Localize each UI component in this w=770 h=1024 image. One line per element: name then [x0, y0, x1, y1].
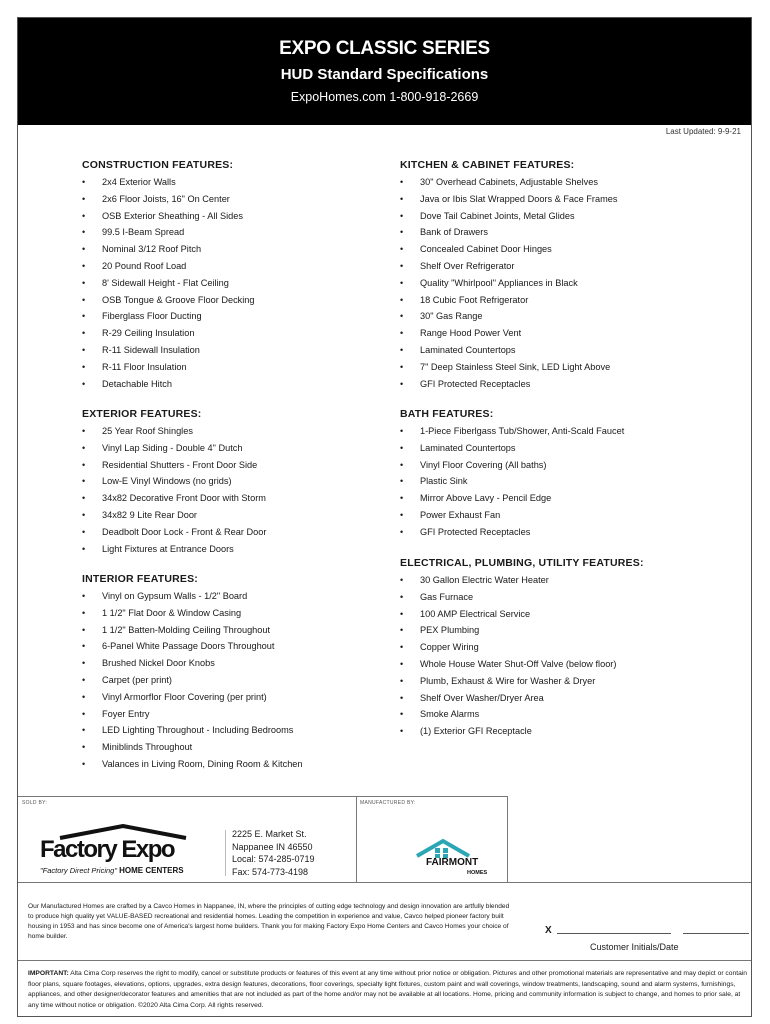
interior-feature-item: • 1 1/2" Batten-Molding Ceiling Throughout — [82, 622, 303, 639]
logo-home-centers: HOME CENTERS — [119, 866, 184, 875]
sold-by-label: SOLD BY: — [22, 800, 48, 806]
electrical-feature-item: • Copper Wiring — [400, 639, 616, 656]
logo-tagline-quote: "Factory Direct Pricing" — [40, 866, 118, 875]
exterior-feature-item: • Residential Shutters - Front Door Side — [82, 457, 266, 474]
interior-feature-item: • Foyer Entry — [82, 706, 303, 723]
interior-title: INTERIOR FEATURES: — [82, 573, 198, 585]
construction-feature-item: • 2x6 Floor Joists, 16" On Center — [82, 191, 255, 208]
bath-feature-item: • Mirror Above Lavy - Pencil Edge — [400, 490, 624, 507]
manufactured-by-label: MANUFACTURED BY: — [360, 800, 416, 806]
address-separator — [225, 830, 226, 876]
kitchen-feature-item: • 30" Overhead Cabinets, Adjustable Shelves — [400, 174, 617, 191]
kitchen-feature-item: • GFI Protected Receptacles — [400, 376, 617, 393]
fairmont-logo: FAIRMONT — [426, 857, 479, 868]
kitchen-feature-item: • Java or Ibis Slat Wrapped Doors & Face Frames — [400, 191, 617, 208]
address-line: 2225 E. Market St. — [232, 829, 307, 839]
exterior-feature-item: • 34x82 Decorative Front Door with Storm — [82, 490, 266, 507]
important-label: IMPORTANT: — [28, 970, 69, 977]
interior-feature-item: • Vinyl Armorflor Floor Covering (per print) — [82, 689, 303, 706]
page-subtitle: HUD Standard Specifications — [280, 66, 489, 83]
important-text: Alta Cima Corp reserves the right to modify, cancel or substitute products or features of this event at any time without prior notice or obligation. Pictures and other promotional materials are representative and may depict or contain floor plans, square footages, elevations, options, upgrades, extra design features, decorations, floor coverings, specialty light fixtures, custom paint and wall coverings, window treatments, landscaping, sound and alarm systems, furnishings, appliances, and other designer/decorator features and amenities that are not included as part of the home and/or may not be available at all locations. Home, pricing and community information is subject to change, and homes to prior sale, at any time without notice or obligation. ©2020 Alta Cima Corp. All rights reserved. — [28, 970, 748, 1010]
kitchen-feature-item: • 30" Gas Range — [400, 308, 617, 325]
construction-feature-item: • OSB Exterior Sheathing - All Sides — [82, 208, 255, 225]
address-line: Fax: 574-773-4198 — [232, 866, 309, 877]
construction-feature-item: • Detachable Hitch — [82, 376, 255, 393]
kitchen-feature-item: • Dove Tail Cabinet Joints, Metal Glides — [400, 208, 617, 225]
construction-feature-item: • Nominal 3/12 Roof Pitch — [82, 241, 255, 258]
exterior-feature-item: • Light Fixtures at Entrance Doors — [82, 541, 266, 558]
bath-feature-item: • Plastic Sink — [400, 473, 624, 490]
exterior-feature-item: • 34x82 9 Lite Rear Door — [82, 507, 266, 524]
interior-feature-item: • Carpet (per print) — [82, 672, 303, 689]
interior-feature-item: • Vinyl on Gypsum Walls - 1/2" Board — [82, 588, 303, 605]
address-line: Nappanee IN 46550 — [232, 841, 313, 852]
exterior-feature-item: • Deadbolt Door Lock - Front & Rear Door — [82, 524, 266, 541]
spec-sheet-page — [17, 17, 752, 1017]
kitchen-feature-item: • Bank of Drawers — [400, 224, 617, 241]
kitchen-feature-item: • Laminated Countertops — [400, 342, 617, 359]
kitchen-feature-item: • Quality "Whirlpool" Appliances in Black — [400, 275, 617, 292]
construction-feature-item: • R-29 Ceiling Insulation — [82, 325, 255, 342]
date-line[interactable] — [683, 933, 749, 934]
important-divider — [18, 960, 751, 961]
interior-feature-item: • Miniblinds Throughout — [82, 739, 303, 756]
address-line: Local: 574-285-0719 — [232, 854, 315, 864]
kitchen-feature-item: • Range Hood Power Vent — [400, 325, 617, 342]
construction-feature-item: • Fiberglass Floor Ducting — [82, 308, 255, 325]
page-title: EXPO CLASSIC SERIES — [279, 38, 490, 59]
electrical-feature-item: • Whole House Water Shut-Off Valve (below floor) — [400, 656, 616, 673]
signature-x: X — [545, 925, 552, 936]
kitchen-list — [400, 174, 617, 392]
bath-feature-item: • GFI Protected Receptacles — [400, 524, 624, 541]
electrical-title: ELECTRICAL, PLUMBING, UTILITY FEATURES: — [400, 557, 644, 569]
bath-feature-item: • Laminated Countertops — [400, 440, 624, 457]
interior-feature-item: • 6-Panel White Passage Doors Throughout — [82, 638, 303, 655]
important-notice — [28, 969, 752, 1012]
interior-feature-item: • Valances in Living Room, Dining Room & Kitchen — [82, 756, 303, 773]
customer-initials-label: Customer Initials/Date — [590, 942, 679, 952]
header-banner — [18, 18, 751, 125]
bath-title: BATH FEATURES: — [400, 408, 494, 420]
construction-feature-item: • 99.5 I-Beam Spread — [82, 224, 255, 241]
electrical-feature-item: • Shelf Over Washer/Dryer Area — [400, 690, 616, 707]
exterior-feature-item: • Vinyl Lap Siding - Double 4" Dutch — [82, 440, 266, 457]
electrical-feature-item: • 100 AMP Electrical Service — [400, 606, 616, 623]
electrical-feature-item: • 30 Gallon Electric Water Heater — [400, 572, 616, 589]
bath-feature-item: • Power Exhaust Fan — [400, 507, 624, 524]
bath-list — [400, 423, 624, 541]
exterior-feature-item: • 25 Year Roof Shingles — [82, 423, 266, 440]
construction-feature-item: • 2x4 Exterior Walls — [82, 174, 255, 191]
factory-expo-tagline — [40, 866, 184, 875]
electrical-feature-item: • PEX Plumbing — [400, 622, 616, 639]
kitchen-feature-item: • 18 Cubic Foot Refrigerator — [400, 292, 617, 309]
seller-divider — [356, 796, 357, 882]
exterior-title: EXTERIOR FEATURES: — [82, 408, 202, 420]
exterior-list — [82, 423, 266, 557]
bath-feature-item: • 1-Piece Fiberlgass Tub/Shower, Anti-Scald Faucet — [400, 423, 624, 440]
signature-line[interactable] — [557, 933, 671, 934]
electrical-feature-item: • (1) Exterior GFI Receptacle — [400, 723, 616, 740]
construction-title: CONSTRUCTION FEATURES: — [82, 159, 234, 171]
kitchen-title: KITCHEN & CABINET FEATURES: — [400, 159, 575, 171]
electrical-list — [400, 572, 616, 740]
interior-feature-item: • Brushed Nickel Door Knobs — [82, 655, 303, 672]
kitchen-feature-item: • Shelf Over Refrigerator — [400, 258, 617, 275]
electrical-feature-item: • Smoke Alarms — [400, 706, 616, 723]
interior-list — [82, 588, 303, 773]
fairmont-homes-label: HOMES — [467, 870, 488, 876]
factory-expo-logo: Factory Expo — [40, 836, 175, 863]
company-blurb: Our Manufactured Homes are crafted by a Cavco Homes in Nappanee, IN, where the principles of cutting edge technology and design innovation are artfully blended to produce high quality yet VALUE-BASED recreational and residential homes. Leading the competition in experience and value, Cavco helped pioneer factory built housing in 1953 and has since become one of America's largest home builders. Thank you for making Factory Expo Home Centers and Cavco Homes your choice of home builder. — [28, 903, 510, 940]
construction-feature-item: • 8' Sidewall Height - Flat Ceiling — [82, 275, 255, 292]
interior-feature-item: • LED Lighting Throughout - Including Bedrooms — [82, 722, 303, 739]
footer-divider — [18, 882, 751, 883]
exterior-feature-item: • Low-E Vinyl Windows (no grids) — [82, 473, 266, 490]
kitchen-feature-item: • Concealed Cabinet Door Hinges — [400, 241, 617, 258]
interior-feature-item: • 1 1/2" Flat Door & Window Casing — [82, 605, 303, 622]
seller-address — [232, 828, 315, 878]
kitchen-feature-item: • 7" Deep Stainless Steel Sink, LED Light Above — [400, 359, 617, 376]
construction-feature-item: • OSB Tongue & Groove Floor Decking — [82, 292, 255, 309]
construction-feature-item: • R-11 Sidewall Insulation — [82, 342, 255, 359]
last-updated: Last Updated: 9-9-21 — [665, 127, 741, 136]
construction-feature-item: • 20 Pound Roof Load — [82, 258, 255, 275]
construction-list — [82, 174, 255, 392]
electrical-feature-item: • Gas Furnace — [400, 589, 616, 606]
construction-feature-item: • R-11 Floor Insulation — [82, 359, 255, 376]
bath-feature-item: • Vinyl Floor Covering (All baths) — [400, 457, 624, 474]
electrical-feature-item: • Plumb, Exhaust & Wire for Washer & Dryer — [400, 673, 616, 690]
contact-line: ExpoHomes.com 1-800-918-2669 — [290, 90, 479, 104]
